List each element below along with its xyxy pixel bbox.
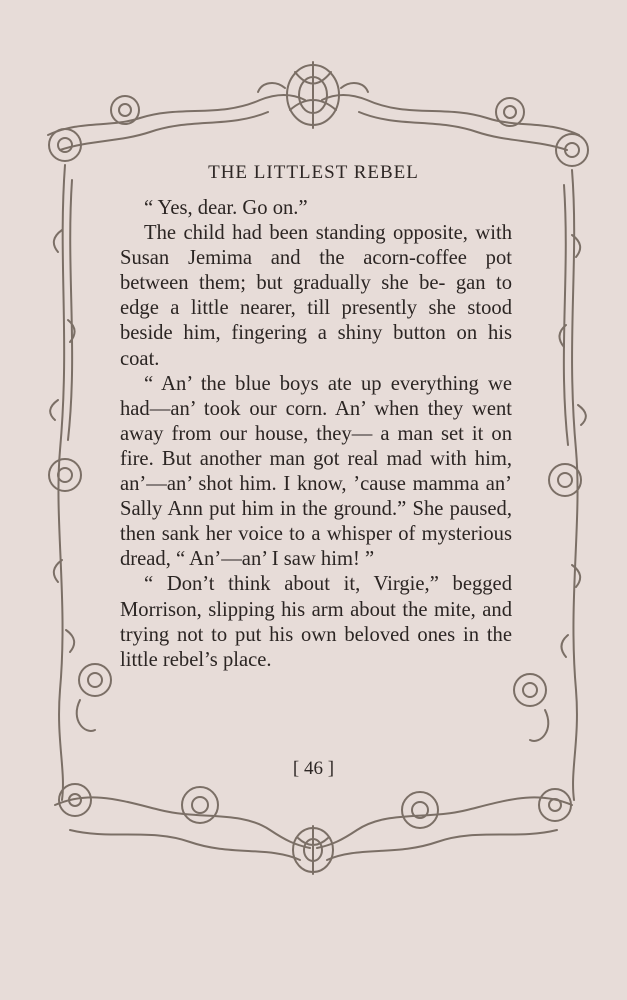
text-line: we had—an’ took our corn. An’ when xyxy=(120,372,512,420)
bottom-center-shell-ornament xyxy=(293,826,333,874)
text-line: button on his coat. xyxy=(120,322,512,370)
text-line: mite, and trying not to put his own xyxy=(120,598,512,646)
text-line: “ Don’t think about it, Virgie,” begged xyxy=(144,573,512,596)
right-lower-rosette xyxy=(514,674,548,741)
left-lower-rosette xyxy=(77,664,111,731)
paragraph xyxy=(120,221,512,372)
right-vine xyxy=(572,170,578,800)
text-line: with Susan Jemima and the acorn-coffee xyxy=(120,222,513,270)
text-line: got real mad with him, an’—an’ shot xyxy=(120,447,512,496)
body-text xyxy=(120,196,512,673)
text-line: him. I know, ’cause mamma an’ Sally xyxy=(120,473,513,521)
text-line: beloved ones in the little rebel’s xyxy=(120,623,512,671)
left-mid-rosette xyxy=(49,459,81,491)
running-head: THE LITTLEST REBEL xyxy=(208,162,419,183)
paragraph xyxy=(120,196,512,221)
text-line: gan to edge a little nearer, till presently xyxy=(120,272,512,320)
text-line: Morrison, slipping his arm about the xyxy=(120,598,428,621)
text-line: The child had been standing opposite, xyxy=(144,222,468,245)
text-line: they went away from our house, they— xyxy=(120,397,512,445)
top-scroll-right xyxy=(322,95,579,135)
bottom-right-flower xyxy=(402,789,571,828)
paragraph xyxy=(120,372,512,573)
text-line: place. xyxy=(222,648,272,671)
top-left-rosette xyxy=(49,96,139,161)
paragraph xyxy=(120,572,512,672)
text-line: Ann put him in the ground.” She xyxy=(167,498,444,521)
text-line: she stood beside him, fingering a shiny xyxy=(120,297,512,345)
page-number: [ 46 ] xyxy=(292,758,335,779)
text-line: “ Yes, dear. Go on.” xyxy=(144,197,308,219)
top-scroll-left xyxy=(48,95,305,135)
text-line: “ An’ the blue boys ate up everything xyxy=(144,372,479,395)
right-mid-rosette xyxy=(549,464,581,496)
text-line: of mysterious dread, “ An’—an’ I saw xyxy=(120,523,512,571)
bottom-left-flower xyxy=(59,784,218,823)
text-line: paused, then sank her voice to a whisper xyxy=(120,498,512,546)
text-line: pot between them; but gradually she be- xyxy=(120,247,512,295)
text-line: a man set it on fire. But another man xyxy=(120,422,512,470)
text-line: him! ” xyxy=(320,548,375,571)
